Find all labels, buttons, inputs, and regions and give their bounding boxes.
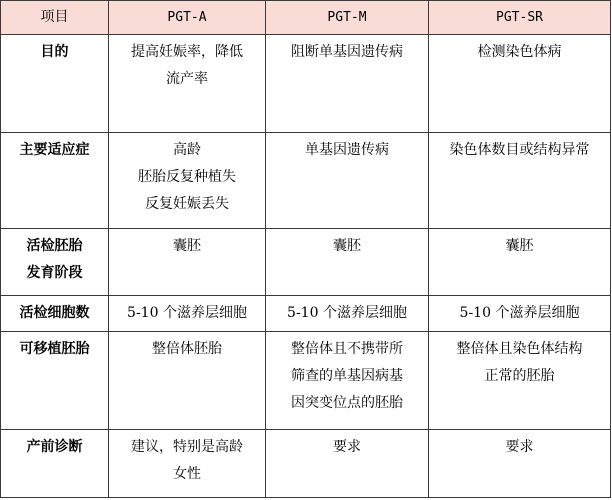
cell-prenatal-pgt-m (266, 429, 429, 497)
cell-biopsy-stage-pgt-sr (429, 229, 611, 295)
cell-purpose-pgt-m (266, 35, 429, 133)
cell-line: 整倍体胚胎 (152, 340, 222, 357)
header-pgt-m: PGT-M (266, 1, 429, 35)
cell-line: 正常的胚胎 (484, 367, 555, 384)
row-biopsy-stage (1, 229, 611, 295)
label-line: 可移植胚胎 (19, 340, 90, 357)
cell-indications-pgt-sr (429, 133, 611, 229)
cell-biopsy-stage-pgt-m (266, 229, 429, 295)
header-item: 项目 (1, 1, 109, 35)
cell-prenatal-pgt-a (109, 429, 266, 497)
row-label-purpose (1, 35, 109, 133)
row-cell-count (1, 295, 611, 331)
label-line: 产前诊断 (26, 438, 83, 455)
cell-line: 建议，特别是高龄 (131, 438, 243, 455)
header-pgt-a: PGT-A (109, 1, 266, 35)
row-indications (1, 133, 611, 229)
row-label-biopsy-stage (1, 229, 109, 295)
row-label-cell-count (1, 295, 109, 331)
row-purpose (1, 35, 611, 133)
label-line: 发育阶段 (26, 265, 83, 282)
label-line: 主要适应症 (19, 142, 90, 159)
cell-indications-pgt-m (266, 133, 429, 229)
cell-line: 提高妊娠率，降低 (131, 44, 243, 60)
cell-line: 因突变位点的胚胎 (291, 394, 403, 411)
cell-transferable-pgt-sr (429, 331, 611, 429)
cell-line: 高龄 (173, 142, 201, 159)
cell-line: 筛查的单基因病基 (291, 367, 403, 384)
cell-line: 要求 (505, 438, 534, 455)
label-line: 活检胚胎 (26, 238, 83, 255)
label-line: 活检细胞数 (19, 304, 90, 321)
cell-line: 囊胚 (173, 238, 201, 255)
cell-line: 整倍体且染色体结构 (456, 340, 583, 357)
row-label-prenatal (1, 429, 109, 497)
cell-purpose-pgt-a (109, 35, 266, 133)
cell-line: 囊胚 (505, 238, 534, 255)
header-row (1, 1, 611, 35)
cell-line: 染色体数目或结构异常 (449, 142, 590, 159)
cell-line: 反复妊娠丢失 (145, 196, 229, 213)
cell-prenatal-pgt-sr (429, 429, 611, 497)
cell-line: 要求 (333, 438, 361, 455)
cell-cell-count-pgt-sr (429, 295, 611, 331)
header-pgt-sr: PGT-SR (429, 1, 611, 35)
cell-line: 整倍体且不携带所 (291, 340, 403, 357)
cell-line: 阻断单基因遗传病 (291, 44, 403, 60)
cell-transferable-pgt-a (109, 331, 266, 429)
cell-transferable-pgt-m (266, 331, 429, 429)
row-prenatal (1, 429, 611, 497)
label-line: 目的 (40, 44, 69, 60)
cell-indications-pgt-a (109, 133, 266, 229)
cell-purpose-pgt-sr (429, 35, 611, 133)
row-label-transferable (1, 331, 109, 429)
cell-line: 5-10 个滋养层细胞 (459, 304, 580, 321)
cell-cell-count-pgt-m (266, 295, 429, 331)
cell-line: 5-10 个滋养层细胞 (127, 304, 247, 321)
row-transferable (1, 331, 611, 429)
cell-line: 流产率 (166, 71, 208, 87)
cell-cell-count-pgt-a (109, 295, 266, 331)
row-label-indications (1, 133, 109, 229)
cell-line: 胚胎反复种植失 (138, 169, 236, 186)
cell-biopsy-stage-pgt-a (109, 229, 266, 295)
cell-line: 5-10 个滋养层细胞 (287, 304, 407, 321)
cell-line: 检测染色体病 (477, 44, 562, 60)
cell-line: 女性 (173, 465, 201, 482)
cell-line: 单基因遗传病 (305, 142, 389, 159)
cell-line: 囊胚 (333, 238, 361, 255)
